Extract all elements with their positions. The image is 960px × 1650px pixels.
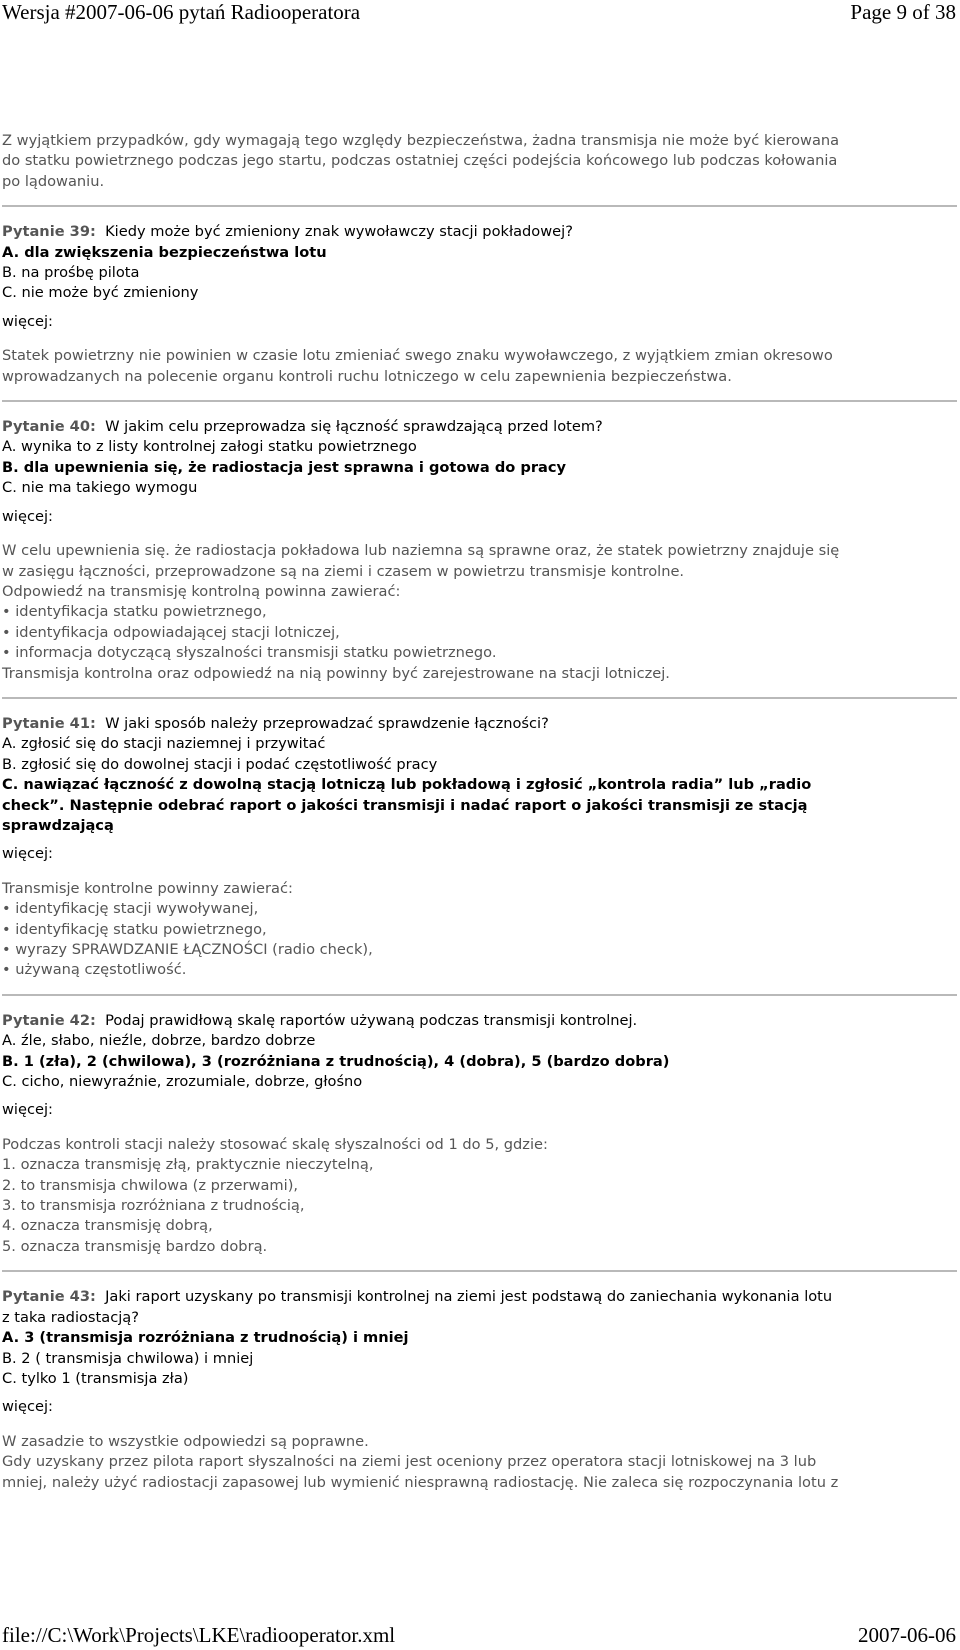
correct-answer: check”. Następnie odebrać raport o jakości transmisji i nadać raport o jakości transmisji ze stacją (2, 796, 808, 814)
document-body (2, 131, 957, 1493)
answer-option: C. cicho, niewyraźnie, zrozumiale, dobrze, głośno (2, 1073, 363, 1091)
question-divider (2, 205, 957, 207)
correct-answer: B. dla upewnienia się, że radiostacja jest sprawna i gotowa do pracy (2, 458, 567, 476)
correct-answer: sprawdzającą (2, 816, 114, 834)
footer-file-path: file://C:\Work\Projects\LKE\radiooperator.xml (2, 1623, 396, 1647)
explanation (2, 1135, 957, 1257)
question-number: Pytanie 43: (2, 1288, 96, 1306)
answer-option: B. zgłosić się do dowolnej stacji i podać częstotliwość pracy (2, 755, 438, 773)
explanation-line: • identyfikacja statku powietrznego, (2, 603, 267, 621)
correct-answer: B. 1 (zła), 2 (chwilowa), 3 (rozróżniana z trudnością), 4 (dobra), 5 (bardzo dobra) (2, 1052, 670, 1070)
explanation-line: 2. to transmisja chwilowa (z przerwami), (2, 1176, 299, 1194)
explanation-line: Gdy uzyskany przez pilota raport słyszalności na ziemi jest oceniony przez operatora stacji lotniskowej na 3 lub (2, 1453, 817, 1471)
question-text-line (2, 714, 957, 734)
explanation-line: • identyfikację stacji wywoływanej, (2, 900, 259, 918)
question-divider (2, 400, 957, 402)
answer-option: C. nie ma takiego wymogu (2, 479, 198, 497)
question-block (2, 1287, 957, 1493)
explanation-line: 5. oznacza transmisję bardzo dobrą. (2, 1237, 268, 1255)
explanation (2, 1432, 957, 1493)
explanation (2, 879, 957, 981)
explanation-line: Transmisje kontrolne powinny zawierać: (2, 879, 293, 897)
question-text: W jaki sposób należy przeprowadzać sprawdzenie łączności? (105, 714, 549, 732)
text-line: Z wyjątkiem przypadków, gdy wymagają tego względy bezpieczeństwa, żadna transmisja nie może być kierowana (2, 132, 840, 149)
explanation-line: mniej, należy użyć radiostacji zapasowej lub wymienić niesprawną radiostację. Nie zaleca się rozpoczynania lotu z (2, 1473, 839, 1491)
explanation-line: 1. oznacza transmisję złą, praktycznie nieczytelną, (2, 1156, 374, 1174)
question-divider (2, 1270, 957, 1272)
answer-option: C. nie może być zmieniony (2, 284, 199, 302)
header-title: Wersja #2007-06-06 pytań Radiooperatora (2, 0, 361, 24)
question-text: Podaj prawidłową skalę raportów używaną podczas transmisji kontrolnej. (105, 1011, 638, 1029)
question-text-line (2, 417, 957, 437)
question-text-line (2, 1011, 957, 1031)
explanation-line: Podczas kontroli stacji należy stosować skalę słyszalności od 1 do 5, gdzie: (2, 1135, 548, 1153)
question-number: Pytanie 41: (2, 714, 96, 732)
question-divider (2, 697, 957, 699)
page-footer (0, 1622, 960, 1648)
question-text-line (2, 1308, 957, 1328)
page-header (0, 0, 960, 24)
question-number: Pytanie 42: (2, 1011, 96, 1029)
explanation-line: W celu upewnienia się. że radiostacja pokładowa lub naziemna są sprawne oraz, że statek powietrzny znajduje się (2, 542, 840, 560)
explanation-line: Statek powietrzny nie powinien w czasie lotu zmieniać swego znaku wywoławczego, z wyjątkiem zmian okresowo (2, 347, 833, 365)
more-link[interactable]: więcej: (2, 1398, 53, 1416)
footer-date: 2007-06-06 (858, 1623, 956, 1647)
question-text: W jakim celu przeprowadza się łączność sprawdzającą przed lotem? (105, 418, 603, 436)
text-line: po lądowaniu. (2, 172, 105, 190)
question-text-line (2, 1287, 957, 1307)
question-divider (2, 994, 957, 996)
question-text: z taka radiostacją? (2, 1308, 139, 1326)
more-link[interactable]: więcej: (2, 845, 53, 863)
explanation-line: • identyfikację statku powietrznego, (2, 920, 267, 938)
explanation-line: 4. oznacza transmisję dobrą, (2, 1217, 213, 1235)
answer-option: B. na prośbę pilota (2, 264, 140, 282)
explanation-line: 3. to transmisja rozróżniana z trudnością, (2, 1197, 305, 1215)
explanation-line: wprowadzanych na polecenie organu kontroli ruchu lotniczego w celu zapewnienia bezpieczeństwa. (2, 367, 732, 385)
question-text: Jaki raport uzyskany po transmisji kontrolnej na ziemi jest podstawą do zaniechania wykonania lotu (105, 1288, 833, 1306)
more-link[interactable]: więcej: (2, 507, 53, 525)
intro-paragraph (2, 131, 957, 192)
explanation-line: Odpowiedź na transmisję kontrolną powinna zawierać: (2, 582, 401, 600)
explanation (2, 541, 957, 684)
question-text-line (2, 222, 957, 242)
explanation-line: • używaną częstotliwość. (2, 961, 187, 979)
question-block (2, 417, 957, 684)
more-link[interactable]: więcej: (2, 1101, 53, 1119)
question-number: Pytanie 39: (2, 223, 96, 241)
question-block (2, 1011, 957, 1257)
question-text: Kiedy może być zmieniony znak wywoławczy stacji pokładowej? (105, 223, 573, 241)
answer-option: B. 2 ( transmisja chwilowa) i mniej (2, 1349, 254, 1367)
explanation (2, 346, 957, 387)
answer-option: A. zgłosić się do stacji naziemnej i przywitać (2, 735, 326, 753)
explanation-line: • informacja dotyczącą słyszalności transmisji statku powietrznego. (2, 644, 497, 662)
answer-option: A. wynika to z listy kontrolnej załogi statku powietrznego (2, 438, 417, 456)
explanation-line: w zasięgu łączności, przeprowadzone są na ziemi i czasem w powietrzu transmisje kontrolne. (2, 562, 685, 580)
correct-answer: C. nawiązać łączność z dowolną stacją lotniczą lub pokładową i zgłosić „kontrola radia” lub „radio (2, 776, 812, 794)
question-block (2, 222, 957, 387)
question-number: Pytanie 40: (2, 418, 96, 436)
text-line: do statku powietrznego podczas jego startu, podczas ostatniej części podejścia końcowego lub podczas kołowania (2, 152, 838, 170)
header-page-number: Page 9 of 38 (850, 0, 956, 24)
answer-option: C. tylko 1 (transmisja zła) (2, 1369, 189, 1387)
explanation-line: W zasadzie to wszystkie odpowiedzi są poprawne. (2, 1432, 369, 1450)
more-link[interactable]: więcej: (2, 312, 53, 330)
correct-answer: A. dla zwiększenia bezpieczeństwa lotu (2, 243, 327, 261)
answer-option: A. źle, słabo, nieźle, dobrze, bardzo dobrze (2, 1032, 316, 1050)
explanation-line: • wyrazy SPRAWDZANIE ŁĄCZNOŚCI (radio check), (2, 941, 373, 958)
explanation-line: Transmisja kontrolna oraz odpowiedź na nią powinny być zarejestrowane na stacji lotniczej. (2, 664, 670, 682)
correct-answer: A. 3 (transmisja rozróżniana z trudnością) i mniej (2, 1329, 409, 1347)
explanation-line: • identyfikacja odpowiadającej stacji lotniczej, (2, 623, 340, 641)
question-list (2, 205, 957, 1493)
question-block (2, 714, 957, 981)
